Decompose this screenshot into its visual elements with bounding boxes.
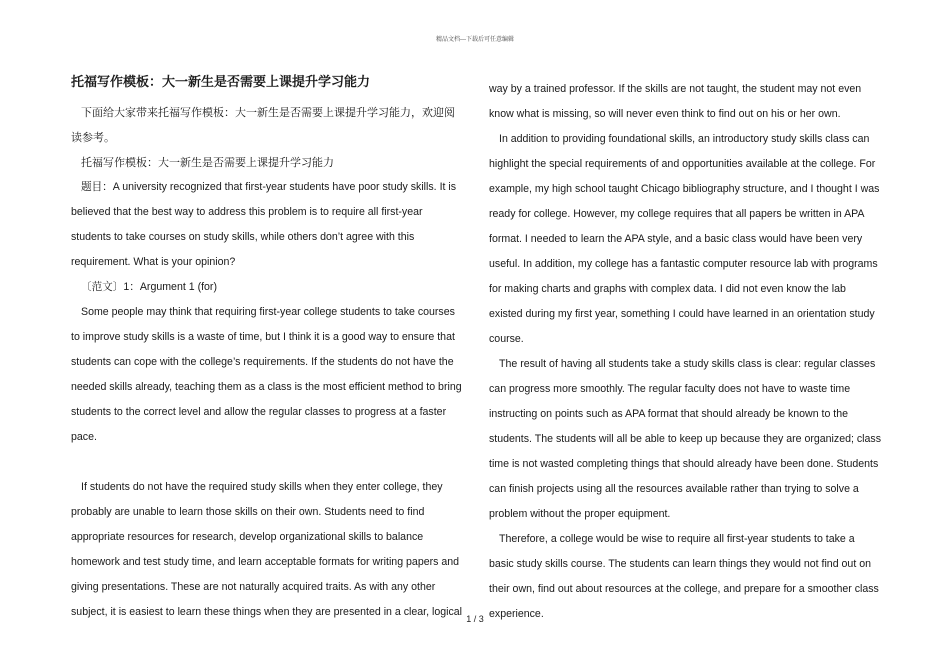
left-column <box>71 74 463 625</box>
page-header: 精品文档---下载后可任意编辑 <box>435 36 515 43</box>
body-paragraph-1: Some people may think that requiring first-year college students to take courses to improve study skills is a waste of time, but I think it is a good way to ensure that students can cope with the college’s requirements. If the students do not have the needed skills already, teaching them as a class is the most efficient method to bring students to the correct level and allow the regular classes to progress at a faster pace. <box>71 306 462 443</box>
body-paragraph-3: In addition to providing foundational skills, an introductory study skills class can highlight the special requirements of and opportunities available at the college. For example, my high school taught Chicago bibliography structure, and I thought I was ready for college. However, my college requires that all papers be written in APA format. I needed to learn the APA style, and a basic class would have been very useful. In addition, my college has a fantastic computer resource lab with programs for making charts and graphs with complex data. I did not even know the lab existed during my first year, something I could have learned in an orientation study course. <box>489 133 880 345</box>
subtitle-paragraph: 托福写作模板：大一新生是否需要上课提升学习能力 <box>81 156 334 169</box>
body-paragraph-2: If students do not have the required study skills when they enter college, they probably are unable to learn those skills on their own. Students need to find appropriate resources for research, develop organizational skills to balance homework and test study time, and learn acceptable formats for writing papers and giving presentations. These are not naturally acquired traits. As with any other subject, it is easiest to learn these things when they are presented in a clear, logical <box>71 481 463 618</box>
intro-paragraph: 下面给大家带来托福写作模板：大一新生是否需要上课提升学习能力，欢迎阅读参考。 <box>71 106 455 144</box>
sample-label: 〔范文〕1：Argument 1 (for) <box>81 281 217 293</box>
right-column <box>489 77 881 627</box>
page-number: 1 / 3 <box>466 614 484 624</box>
body-paragraph-2-continued: way by a trained professor. If the skills are not taught, the student may not even know what is missing, so will never even think to find out on his or her own. <box>489 83 862 120</box>
body-paragraph-5: Therefore, a college would be wise to require all first-year students to take a basic study skills course. The students can learn things they would not find out on their own, find out about resources at the college, and prepare for a smoother class experience. <box>489 533 879 620</box>
question-paragraph: 题目：A university recognized that first-year students have poor study skills. It is believed that the best way to address this problem is to require all first-year students to take courses on study skills, while others don’t agree with this requirement. What is your opinion? <box>71 181 457 268</box>
body-paragraph-4: The result of having all students take a study skills class is clear: regular classes can progress more smoothly. The regular faculty does not have to waste time instructing on points such as APA format that should already be known to the students. The students will all be able to keep up because they are organized; class time is not wasted completing things that should already have been done. Students can finish projects using all the resources available rather than trying to solve a problem without the proper equipment. <box>489 358 882 520</box>
document-title: 托福写作模板：大一新生是否需要上课提升学习能力 <box>71 75 371 90</box>
paragraph-gap <box>71 450 463 475</box>
